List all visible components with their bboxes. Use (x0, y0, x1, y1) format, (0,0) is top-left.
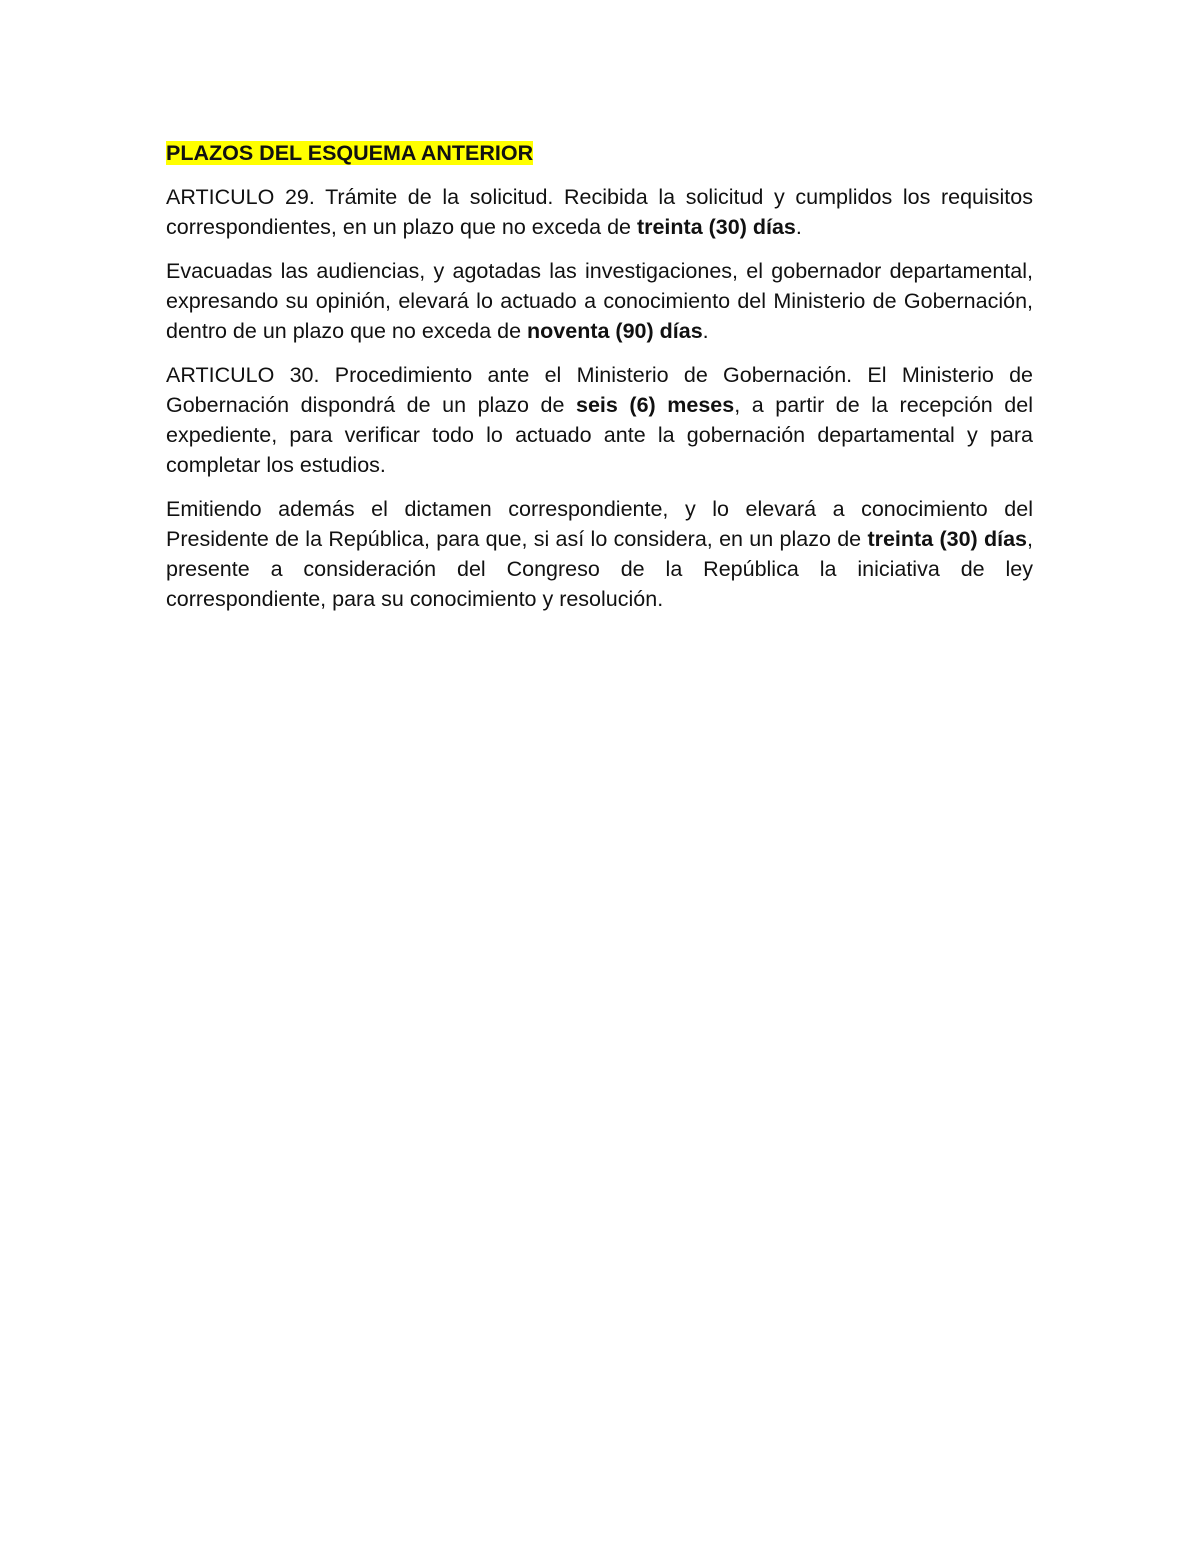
paragraph-text-end: . (702, 319, 709, 343)
paragraph-text-end: , a partir de la recepción del expediente, para verificar todo lo actuado ante la gobernación departamental y para completar los estudios. (166, 393, 1034, 477)
paragraph-text: ARTICULO 29. Trámite de la solicitud. Recibida la solicitud y cumplidos los requisitos correspondientes, en un plazo que no exceda de (166, 185, 1033, 239)
paragraph-articulo-29 (166, 182, 1033, 242)
paragraph-articulo-30 (166, 360, 1033, 480)
bold-deadline: treinta (30) días (636, 215, 796, 239)
paragraph-text: Evacuadas las audiencias, y agotadas las investigaciones, el gobernador departamental, expresando su opinión, elevará lo actuado a conocimiento del Ministerio de Gobernación, dentro de un plazo que no exceda de (166, 259, 1033, 343)
paragraph-text-end: , presente a consideración del Congreso de la República la iniciativa de ley correspondiente, para su conocimiento y resolución. (166, 527, 1033, 611)
section-heading (166, 138, 1033, 168)
bold-deadline: treinta (30) días (867, 527, 1028, 551)
bold-deadline: noventa (90) días (527, 319, 703, 343)
paragraph-text: ARTICULO 30. Procedimiento ante el Ministerio de Gobernación. El Ministerio de Gobernación dispondrá de un plazo de (166, 363, 1033, 417)
paragraph-emitiendo (166, 494, 1033, 614)
bold-deadline: seis (6) meses (576, 393, 735, 417)
highlighted-heading-text: PLAZOS DEL ESQUEMA ANTERIOR (166, 141, 534, 165)
paragraph-text: Emitiendo además el dictamen correspondiente, y lo elevará a conocimiento del Presidente de la República, para que, si así lo considera, en un plazo de (166, 497, 1033, 551)
paragraph-evacuadas (166, 256, 1033, 346)
paragraph-text-end: . (795, 215, 802, 239)
document-body (166, 138, 1033, 628)
